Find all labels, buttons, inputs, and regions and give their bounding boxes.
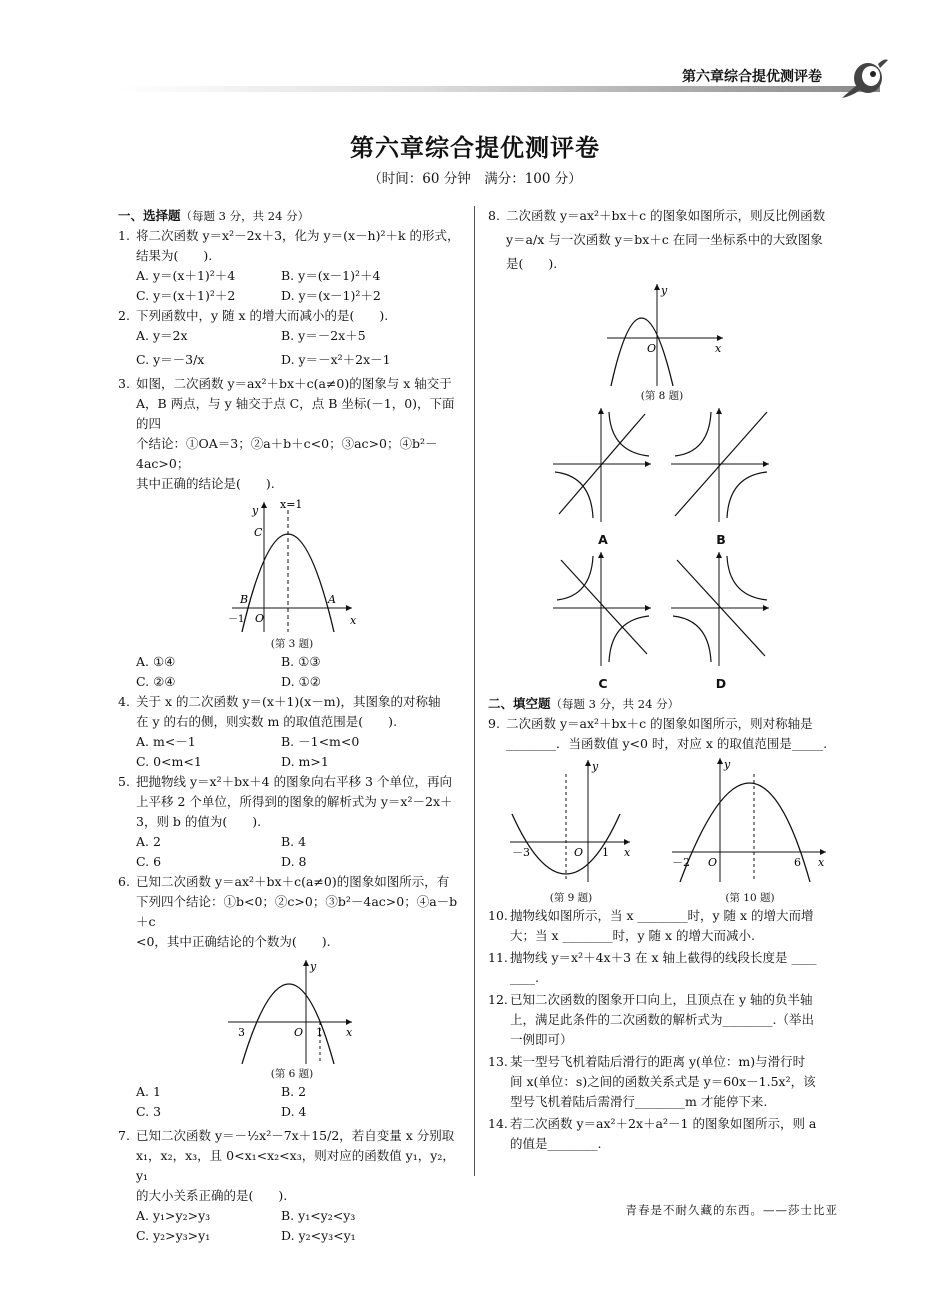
option-a: A. y＝2x — [136, 328, 188, 343]
question-1: 1. 将二次函数 y＝x²－2x＋3，化为 y＝(x－h)²＋k 的形式， 结果为( ). A. y＝(x＋1)²＋4 B. y＝(x－1)²＋4 C. y＝(x＋1)²＋2 D. y＝(x－1)²＋2 — [118, 226, 466, 306]
running-header — [120, 60, 900, 94]
question-2: 2. 下列函数中，y 随 x 的增大而减小的是( ). A. y＝2x B. y＝－2x＋5 C. y＝－3/x D. y＝－x²＋2x－1 — [118, 306, 466, 374]
tick-label-1: 1 — [316, 1026, 323, 1039]
footer-quote: 青春是不耐久藏的东西。——莎士比亚 — [625, 1203, 838, 1217]
tick-label-neg1: －1 — [228, 614, 245, 625]
question-11: 11. 抛物线 y＝x²＋4x＋3 在 x 轴上截得的线段长度是 ____ ____. — [488, 950, 817, 985]
tick-label-1: 1 — [602, 846, 609, 859]
q8-option-c[interactable] — [551, 550, 655, 694]
option-d: D. y＝(x－1)²＋2 — [281, 288, 381, 303]
option-c: C. 6 — [136, 854, 162, 869]
graph-option-c — [551, 550, 655, 668]
option-b: B. y＝(x－1)²＋4 — [281, 268, 381, 283]
question-4: 4. 关于 x 的二次函数 y＝(x＋1)(x－m)，其图象的对称轴 在 y 的右的侧，则实数 m 的取值范围是( ). A. m<－1 B. －1<m<0 C. 0<m<1 D. m>1 — [118, 692, 466, 772]
tick-label-neg2: －2 — [672, 856, 690, 869]
option-label-d: D — [715, 676, 727, 691]
axis-label-x: x — [624, 846, 631, 859]
option-d: D. y₂<y₃<y₁ — [281, 1228, 356, 1243]
option-a: A. 2 — [136, 834, 161, 849]
option-d: D. y＝－x²＋2x－1 — [281, 352, 391, 367]
axis-label-y: y — [661, 284, 668, 297]
graph-option-d — [669, 550, 773, 668]
option-d: D. 4 — [281, 1104, 307, 1119]
figure-q10-parabola — [670, 754, 830, 884]
tick-label-neg3: －3 — [512, 846, 530, 859]
question-8: 8. 二次函数 y＝ax²＋bx＋c 的图象如图所示，则反比例函数 y＝a/x 与一次函数 y＝bx＋c 在同一坐标系中的大致图象 是( ). y x O (第 8 题) A B C D — [488, 206, 836, 694]
question-14: 14. 若二次函数 y＝ax²＋2x＋a²－1 的图象如图所示，则 a 的值是________. — [488, 1116, 817, 1151]
axis-label-y: y — [592, 760, 599, 773]
graph-option-b — [669, 406, 773, 524]
figure-q10 — [670, 754, 830, 906]
origin-label: O — [647, 342, 657, 355]
option-a: A. y＝(x＋1)²＋4 — [136, 268, 236, 283]
figure-q6-parabola — [222, 954, 362, 1066]
option-c: C. y₂>y₃>y₁ — [136, 1228, 211, 1243]
column-divider — [474, 206, 475, 1176]
left-column — [118, 206, 466, 1246]
figure-q3-parabola — [222, 496, 362, 636]
axis-label-y: y — [252, 504, 259, 517]
axis-label-y: y — [310, 960, 317, 973]
question-6: 6. 已知二次函数 y＝ax²＋bx＋c(a≠0)的图象如图所示，有 下列四个结论：①b<0；②c>0；③b²－4ac>0；④a－b＋c <0，其中正确结论的个数为( ). y x 3 O 1 (第 6 题) A. 1 B. 2 C. 3 D. 4 — [118, 872, 466, 1122]
mascot-icon — [838, 56, 890, 100]
symmetry-label: x=1 — [280, 498, 303, 511]
q8-option-d[interactable] — [669, 550, 773, 694]
option-a: A. y₁>y₂>y₃ — [136, 1208, 211, 1223]
question-7: 7. 已知二次函数 y＝－½x²－7x＋15/2，若自变量 x 分别取 x₁，x₂，x₃，且 0<x₁<x₂<x₃，则对应的函数值 y₁，y₂，y₁ 的大小关系正确的是( ). A. y₁>y₂>y₃ B. y₁<y₂<y₃ C. y₂>y₃>y₁ D. y₂<y₃<y₁ — [118, 1126, 466, 1246]
option-b: B. 4 — [281, 834, 307, 849]
origin-label: O — [574, 846, 584, 859]
option-d: D. ①② — [281, 674, 321, 689]
question-12: 12. 已知二次函数的图象开口向上，且顶点在 y 轴的负半轴 上，满足此条件的二次函数的解析式为________.（举出 一例即可） — [488, 992, 814, 1047]
question-5: 5. 把抛物线 y＝x²＋bx＋4 的图象向右平移 3 个单位，再向 上平移 2 个单位，所得到的图象的解析式为 y＝x²－2x＋ 3，则 b 的值为( ). A. 2 B. 4 C. 6 D. 8 — [118, 772, 466, 872]
option-c: C. 3 — [136, 1104, 162, 1119]
option-label-c: C — [598, 676, 608, 691]
header-title: 第六章综合提优测评卷 — [682, 69, 822, 85]
origin-label: O — [255, 612, 265, 625]
figures-q9-q10 — [488, 754, 836, 906]
section-heading-fill: 二、填空题（每题 3 分，共 24 分） — [488, 696, 680, 711]
graph-option-a — [551, 406, 655, 524]
figure-caption: (第 6 题) — [270, 1068, 314, 1080]
figure-caption: (第 8 题) — [640, 390, 684, 402]
axis-label-x: x — [350, 614, 357, 627]
option-d: D. 8 — [281, 854, 307, 869]
origin-label: O — [294, 1026, 304, 1039]
tick-label-6: 6 — [794, 856, 801, 869]
option-label-b: B — [716, 532, 726, 547]
q8-options-row-1 — [488, 406, 836, 550]
figure-q9-parabola — [506, 754, 636, 884]
axis-label-x: x — [818, 856, 825, 869]
page-title: 第六章综合提优测评卷 — [350, 134, 600, 162]
option-a: A. m<－1 — [136, 734, 196, 749]
figure-caption: (第 9 题) — [549, 892, 593, 904]
option-a: A. ①④ — [136, 654, 176, 669]
q8-option-b[interactable] — [669, 406, 773, 550]
axis-label-x: x — [346, 1026, 353, 1039]
figure-q9 — [506, 754, 636, 906]
q8-option-a[interactable] — [551, 406, 655, 550]
page-subtitle: （时间：60 分钟 满分：100 分） — [368, 171, 582, 187]
question-9: 9. 二次函数 y＝ax²＋bx＋c 的图象如图所示，则对称轴是 ________．当函数值 y<0 时，对应 x 的取值范围是_____. — [488, 716, 828, 751]
tick-label-3: 3 — [238, 1026, 245, 1039]
option-c: C. 0<m<1 — [136, 754, 202, 769]
option-a: A. 1 — [136, 1084, 161, 1099]
origin-label: O — [708, 856, 718, 869]
figure-q8-parabola — [597, 280, 727, 388]
option-c: C. ②④ — [136, 674, 176, 689]
question-3: 3. 如图，二次函数 y＝ax²＋bx＋c(a≠0)的图象与 x 轴交于 A，B 两点，与 y 轴交于点 C，点 B 坐标(－1，0)，下面的四 个结论：①OA＝3；②a＋b＋c<0；③ac>0；④b²－4ac>0； 其中正确的结论是( ). y x x=1 C B A O －1 (第 3 题) A. ①④ B. ①③ C. ②④ D. ①② — [118, 374, 466, 692]
option-b: B. 2 — [281, 1084, 307, 1099]
option-c: C. y＝(x＋1)²＋2 — [136, 288, 236, 303]
option-b: B. y₁<y₂<y₃ — [281, 1208, 356, 1223]
point-b-label: B — [240, 593, 249, 606]
option-b: B. y＝－2x＋5 — [281, 328, 366, 343]
right-column — [488, 206, 836, 1154]
axis-label-y: y — [724, 758, 731, 771]
question-13: 13. 某一型号飞机着陆后滑行的距离 y(单位：m)与滑行时 间 x(单位：s)之间的函数关系式是 y＝60x－1.5x²，该 型号飞机着陆后需滑行________m 才能停下来. — [488, 1054, 816, 1109]
option-d: D. m>1 — [281, 754, 329, 769]
point-a-label: A — [328, 593, 336, 606]
axis-label-x: x — [715, 342, 722, 355]
option-c: C. y＝－3/x — [136, 352, 205, 367]
figure-caption: (第 10 题) — [725, 892, 775, 904]
q8-options-row-2 — [488, 550, 836, 694]
option-label-a: A — [598, 532, 608, 547]
question-10: 10. 抛物线如图所示，当 x ________时，y 随 x 的增大而增 大；当 x ________时，y 随 x 的增大而减小. — [488, 908, 814, 943]
figure-caption: (第 3 题) — [270, 638, 314, 650]
section-heading-choice: 一、选择题（每题 3 分，共 24 分） — [118, 208, 310, 223]
point-c-label: C — [254, 526, 263, 539]
header-rule — [120, 86, 880, 92]
option-b: B. －1<m<0 — [281, 734, 360, 749]
option-b: B. ①③ — [281, 654, 321, 669]
